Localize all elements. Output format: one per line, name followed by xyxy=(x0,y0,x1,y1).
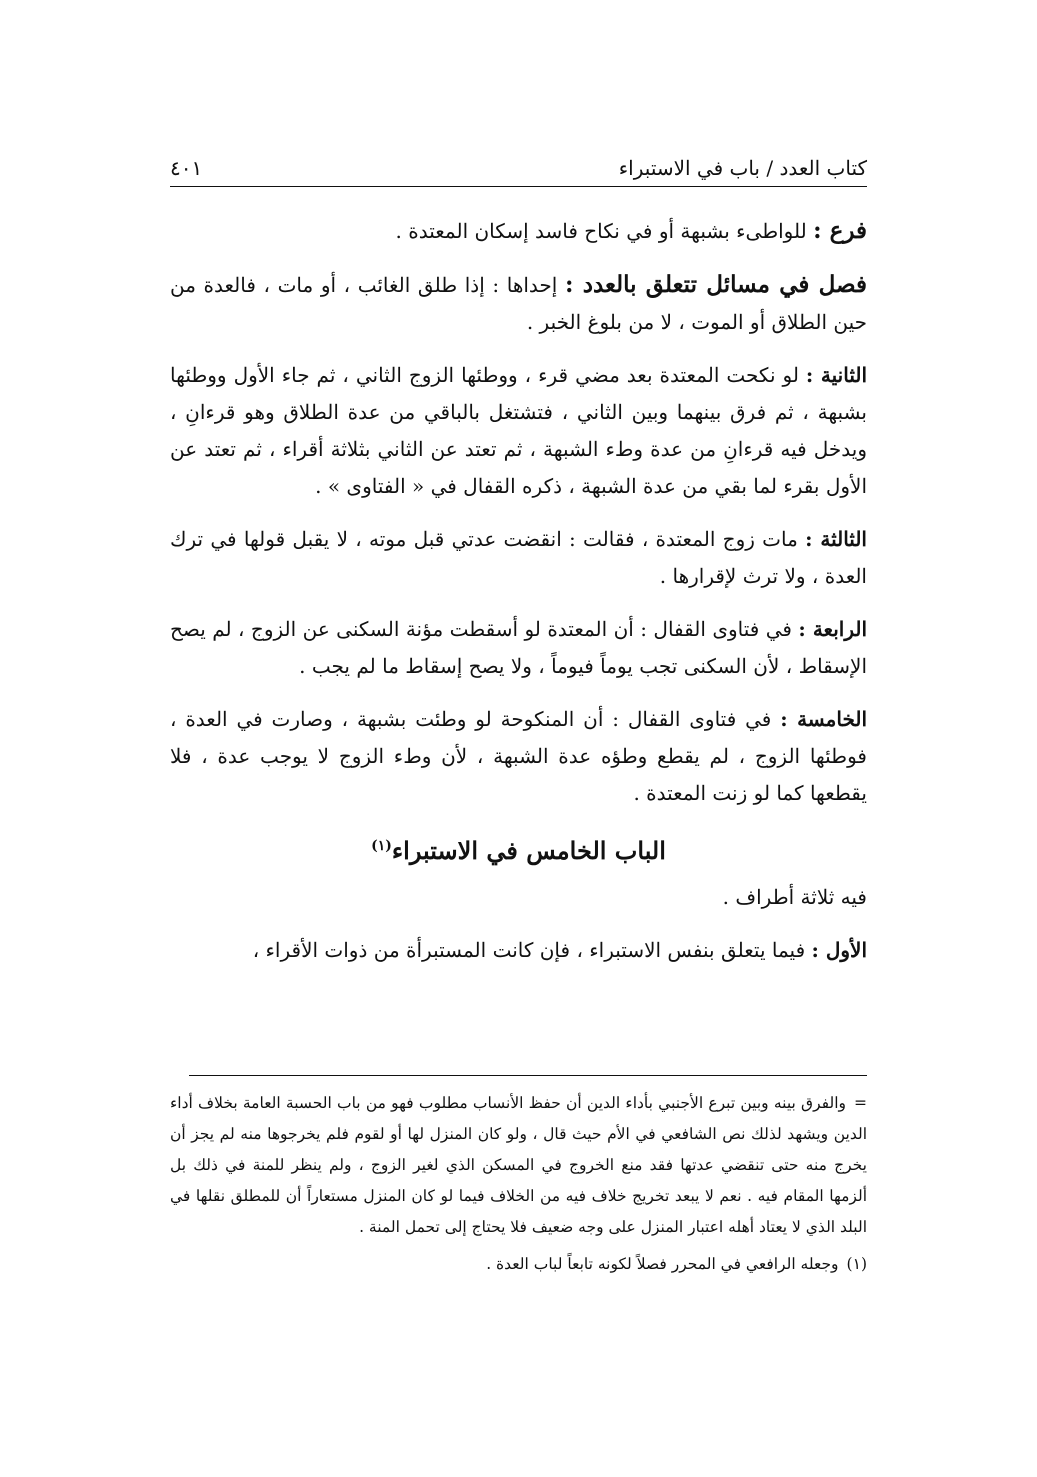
paragraph-text: في فتاوى القفال : أن المنكوحة لو وطئت بشبهة ، وصارت في العدة ، فوطئها الزوج ، لم يقطع وطؤه عدة الشبهة ، لأن وطء الزوج لا يوجب عدة ، فلا يقطعها كما لو زنت المعتدة . xyxy=(170,707,867,805)
paragraph-lead: فصل في مسائل تتعلق بالعدد : xyxy=(564,271,867,298)
footnote xyxy=(170,1088,867,1243)
footnote-text: والفرق بينه وبين تبرع الأجنبي بأداء الدين أن حفظ الأنساب مطلوب فهو من باب الحسبة العامة بخلاف أداء الدين ويشهد لذلك نص الشافعي في الأم حيث قال ، ولو كان المنزل لها أو لقوم فلم يخرجوها منه لم يجز أن يخرج منه حتى تنقضي عدتها فقد منع الخروج في المسكن الذي لغير الزوج ، ولم ينظر للمنة في ذلك بل ألزمها المقام فيه . نعم لا يبعد تخريج خلاف فيه من الخلاف فيما لو كان المنزل مستعاراً أن للمطلق نقلها في البلد الذي لا يعتاد أهله اعتبار المنزل على وجه ضعيف فلا يحتاج إلى تحمل المنة . xyxy=(170,1094,867,1236)
chapter-heading xyxy=(170,828,867,869)
footnote-divider xyxy=(189,1075,867,1076)
paragraph-lead: فرع : xyxy=(813,217,867,244)
paragraph-text: فيه ثلاثة أطراف . xyxy=(722,885,867,909)
running-header xyxy=(170,150,867,187)
paragraph-lead: الثالثة : xyxy=(805,527,867,551)
paragraph xyxy=(170,611,867,685)
paragraph-text: للواطىء بشبهة أو في نكاح فاسد إسكان المعتدة . xyxy=(395,219,814,243)
paragraph xyxy=(170,266,867,341)
paragraph-text: في فتاوى القفال : أن المعتدة لو أسقطت مؤنة السكنى عن الزوج ، لم يصح الإسقاط ، لأن السكنى تجب يوماً فيوماً ، ولا يصح إسقاط ما لم يجب . xyxy=(170,617,867,678)
paragraph xyxy=(170,212,867,250)
main-text xyxy=(170,212,867,985)
footnote-mark: = xyxy=(854,1094,867,1112)
paragraph-lead: الأول : xyxy=(811,938,867,962)
page-number: ٤٠١ xyxy=(170,156,203,180)
paragraph xyxy=(170,879,867,916)
footnote xyxy=(170,1249,867,1280)
footnote-mark: (١) xyxy=(846,1255,867,1273)
paragraph xyxy=(170,932,867,969)
paragraph-lead: الخامسة : xyxy=(780,707,868,731)
paragraph xyxy=(170,357,867,505)
paragraph-text: إحداها : إذا طلق الغائب ، أو مات ، فالعدة من حين الطلاق أو الموت ، لا من بلوغ الخبر . xyxy=(170,273,867,334)
footnote-ref: (١) xyxy=(371,838,392,854)
paragraph-text: فيما يتعلق بنفس الاستبراء ، فإن كانت المستبرأة من ذوات الأقراء ، xyxy=(252,938,812,962)
paragraph xyxy=(170,701,867,812)
footnotes xyxy=(170,1088,867,1286)
paragraph xyxy=(170,521,867,595)
paragraph-lead: الرابعة : xyxy=(798,617,868,641)
running-title: كتاب العدد / باب في الاستبراء xyxy=(618,156,867,180)
paragraph-text: مات زوج المعتدة ، فقالت : انقضت عدتي قبل موته ، لا يقبل قولها في ترك العدة ، ولا ترث لإقرارها . xyxy=(170,527,867,588)
chapter-title: الباب الخامس في الاستبراء xyxy=(391,836,666,865)
paragraph-lead: الثانية : xyxy=(805,363,867,387)
footnote-text: وجعله الرافعي في المحرر فصلاً لكونه تابعاً لباب العدة . xyxy=(486,1255,839,1273)
paragraph-text: لو نكحت المعتدة بعد مضي قرء ، ووطئها الزوج الثاني ، ثم جاء الأول ووطئها بشبهة ، ثم فرق بينهما وبين الثاني ، فتشتغل بالباقي من عدة الطلاق وهو قرءانِ ، ويدخل فيه قرءانِ من عدة وطء الشبهة ، ثم تعتد عن الثاني بثلاثة أقراء ، ثم تعتد عن الأول بقرء لما بقي من عدة الشبهة ، ذكره القفال في « الفتاوى » . xyxy=(170,363,867,498)
